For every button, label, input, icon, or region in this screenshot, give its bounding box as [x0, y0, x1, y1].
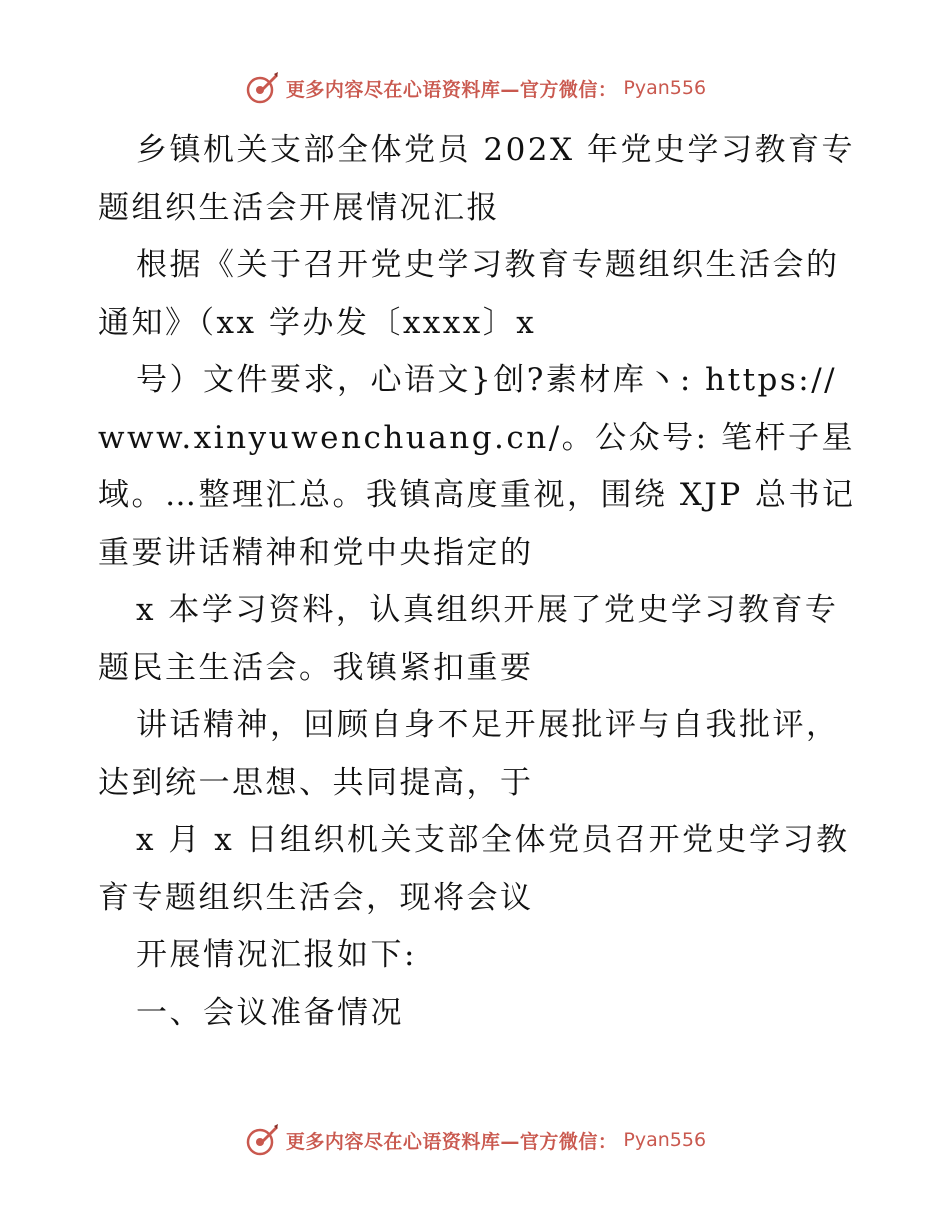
paragraph-2: 号）文件要求，心语文}创?素材库丶: https://www.xinyuwenchuang.cn/。公众号: 笔杆子星域。…整理汇总。我镇高度重视，围绕 XJP 总书记重要讲话精神和党中央指定的	[98, 362, 856, 571]
paragraph-6: 开展情况汇报如下:	[136, 937, 417, 973]
header-watermark	[0, 70, 950, 106]
section-heading-1: 一、会议准备情况	[136, 994, 404, 1031]
watermark-wechat-id: Pyan556	[623, 1129, 707, 1151]
quill-circle-logo-icon	[244, 1122, 280, 1158]
watermark-text: 更多内容尽在心语资料库—官方微信：	[285, 1130, 618, 1153]
paragraph-1: 根据《关于召开党史学习教育专题组织生活会的通知》（xx 学办发〔xxxx〕x	[98, 247, 840, 341]
paragraph-3: x 本学习资料，认真组织开展了党史学习教育专题民主生活会。我镇紧扣重要	[98, 592, 839, 686]
document-body	[98, 122, 858, 1042]
footer-watermark	[0, 1122, 950, 1158]
watermark-text: 更多内容尽在心语资料库—官方微信：	[285, 78, 618, 101]
document-title: 乡镇机关支部全体党员 202X 年党史学习教育专题组织生活会开展情况汇报	[98, 132, 855, 226]
watermark-wechat-id: Pyan556	[623, 77, 707, 99]
paragraph-5: x 月 x 日组织机关支部全体党员召开党史学习教育专题组织生活会，现将会议	[98, 822, 850, 916]
paragraph-4: 讲话精神，回顾自身不足开展批评与自我批评，达到统一思想、共同提高，于	[98, 707, 840, 801]
quill-circle-logo-icon	[244, 70, 280, 106]
